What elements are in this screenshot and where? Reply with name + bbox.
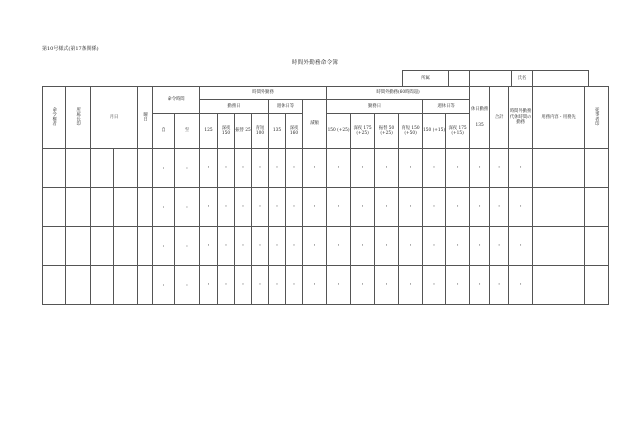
rate-125-cell[interactable]: ・ — [200, 227, 218, 266]
worker-seal-cell[interactable] — [585, 266, 609, 305]
substitute-leave-cell[interactable]: ・ — [509, 227, 533, 266]
affiliation-head-seal-cell[interactable] — [66, 227, 91, 266]
rate-substitute-25-cell[interactable]: ・ — [235, 188, 252, 227]
working-day-60-header: 勤務日 — [327, 100, 423, 114]
reduction-header: 減額 — [303, 100, 327, 149]
rate-150-25-header: 150 (+25) — [327, 114, 351, 149]
holiday-etc-header: 週休日等 — [269, 100, 303, 114]
reduction-cell[interactable]: ・ — [303, 188, 327, 227]
order-recorder-header: 命令権者 — [43, 87, 66, 149]
weekday-cell[interactable] — [138, 149, 153, 188]
month-day-header: 月日 — [91, 87, 138, 149]
name-value[interactable] — [533, 71, 589, 87]
to-time-cell[interactable]: : — [175, 188, 200, 227]
rate-night-160-cell[interactable]: ・ — [286, 188, 303, 227]
weekday-cell[interactable] — [138, 266, 153, 305]
weekday-header: 曜日 — [138, 87, 153, 149]
rate-night-160-cell[interactable]: ・ — [286, 149, 303, 188]
rate-substitute-25-cell[interactable]: ・ — [235, 266, 252, 305]
rate-night-150-cell[interactable]: ・ — [218, 149, 235, 188]
rate-night-160-header: 深夜 160 — [286, 114, 303, 149]
overtime-60-header: 時間外勤務(60時間超) — [327, 87, 470, 100]
name-label: 氏名 — [512, 71, 533, 87]
business-content-cell[interactable] — [533, 149, 585, 188]
business-content-cell[interactable] — [533, 227, 585, 266]
total-cell[interactable]: ・ — [490, 227, 509, 266]
rate-sub-50-25-header: 振替 50 (+25) — [375, 114, 399, 149]
rate-night-175-25-cell[interactable]: ・ — [351, 188, 375, 227]
rate-short-100-cell[interactable]: ・ — [252, 149, 269, 188]
order-recorder-cell[interactable] — [43, 188, 66, 227]
rate-night-175-15-cell[interactable]: ・ — [446, 149, 470, 188]
rate-125-cell[interactable]: ・ — [200, 266, 218, 305]
substitute-leave-header: 時間外勤務代休時間の勤務 — [509, 87, 533, 149]
rate-135-header: 135 — [269, 114, 286, 149]
day-cell[interactable] — [114, 266, 138, 305]
rate-short-100-cell[interactable]: ・ — [252, 227, 269, 266]
reduction-cell[interactable]: ・ — [303, 227, 327, 266]
rate-125-cell[interactable]: ・ — [200, 149, 218, 188]
affiliation-name-table — [402, 70, 589, 87]
table-row — [43, 266, 609, 305]
rate-night-160-cell[interactable]: ・ — [286, 227, 303, 266]
rate-150-25-cell[interactable]: ・ — [327, 266, 351, 305]
business-content-cell[interactable] — [533, 266, 585, 305]
to-time-cell[interactable]: : — [175, 227, 200, 266]
to-time-cell[interactable]: : — [175, 266, 200, 305]
affiliation-label: 所属 — [403, 71, 449, 87]
from-time-cell[interactable]: : — [153, 227, 175, 266]
from-time-cell[interactable]: : — [153, 149, 175, 188]
rate-night-175-15-cell[interactable]: ・ — [446, 227, 470, 266]
form-title: 時間外勤務命令簿 — [291, 60, 339, 66]
rate-sub-50-25-cell[interactable]: ・ — [375, 227, 399, 266]
rate-125-header: 125 — [200, 114, 218, 149]
from-header: 自 — [153, 114, 175, 149]
table-row — [43, 188, 609, 227]
rate-150-15-cell[interactable]: ・ — [423, 227, 446, 266]
rate-short-150-50-cell[interactable]: ・ — [399, 227, 423, 266]
rate-150-25-cell[interactable]: ・ — [327, 188, 351, 227]
rate-sub-50-25-cell[interactable]: ・ — [375, 266, 399, 305]
affiliation-value[interactable] — [449, 71, 470, 87]
from-time-cell[interactable]: : — [153, 266, 175, 305]
rate-150-15-cell[interactable]: ・ — [423, 266, 446, 305]
total-cell[interactable]: ・ — [490, 149, 509, 188]
rate-substitute-25-header: 振替 25 — [235, 114, 252, 149]
rate-sub-50-25-cell[interactable]: ・ — [375, 149, 399, 188]
rate-135-cell[interactable]: ・ — [269, 266, 286, 305]
rate-short-150-50-cell[interactable]: ・ — [399, 188, 423, 227]
weekday-cell[interactable] — [138, 227, 153, 266]
holiday-work-header: 休日勤務 135 — [470, 87, 490, 149]
rate-substitute-25-cell[interactable]: ・ — [235, 227, 252, 266]
worker-seal-cell[interactable] — [585, 188, 609, 227]
business-content-cell[interactable] — [533, 188, 585, 227]
rate-135-cell[interactable]: ・ — [269, 149, 286, 188]
rate-short-150-50-header: 育短 150 (+50) — [399, 114, 423, 149]
rate-night-175-15-header: 深夜 175 (+15) — [446, 114, 470, 149]
rate-night-150-cell[interactable]: ・ — [218, 188, 235, 227]
rate-135-cell[interactable]: ・ — [269, 188, 286, 227]
table-row — [43, 227, 609, 266]
rate-night-150-cell[interactable]: ・ — [218, 266, 235, 305]
worker-seal-cell[interactable] — [585, 227, 609, 266]
rate-125-cell[interactable]: ・ — [200, 188, 218, 227]
holiday-work-cell[interactable]: ・ — [470, 227, 490, 266]
month-cell[interactable] — [91, 149, 114, 188]
rate-night-150-header: 深夜 150 — [218, 114, 235, 149]
weekday-cell[interactable] — [138, 188, 153, 227]
total-header: 合計 — [490, 87, 509, 149]
rate-night-150-cell[interactable]: ・ — [218, 227, 235, 266]
holiday-work-cell[interactable]: ・ — [470, 188, 490, 227]
rate-night-175-25-cell[interactable]: ・ — [351, 266, 375, 305]
rate-150-15-cell[interactable]: ・ — [423, 149, 446, 188]
rate-150-25-cell[interactable]: ・ — [327, 227, 351, 266]
month-cell[interactable] — [91, 188, 114, 227]
form-number: 第10号様式(第17条関係) — [42, 46, 99, 52]
overtime-header: 時間外勤務 — [200, 87, 327, 100]
rate-135-cell[interactable]: ・ — [269, 227, 286, 266]
order-recorder-cell[interactable] — [43, 266, 66, 305]
rate-night-175-25-header: 深夜 175 (+25) — [351, 114, 375, 149]
business-content-header: 用務内容・用務先 — [533, 87, 585, 149]
month-cell[interactable] — [91, 227, 114, 266]
substitute-leave-cell[interactable]: ・ — [509, 188, 533, 227]
to-header: 至 — [175, 114, 200, 149]
rate-short-100-header: 育短 100 — [252, 114, 269, 149]
holiday-etc-60-header: 週休日等 — [423, 100, 470, 114]
order-time-header: 命令時間 — [153, 87, 200, 114]
rate-short-150-50-cell[interactable]: ・ — [399, 266, 423, 305]
worker-seal-header: 従事者印 — [585, 87, 609, 149]
working-day-header: 勤務日 — [200, 100, 269, 114]
rate-short-100-cell[interactable]: ・ — [252, 188, 269, 227]
rate-night-175-25-cell[interactable]: ・ — [351, 149, 375, 188]
overtime-order-table — [42, 86, 609, 305]
holiday-work-cell[interactable]: ・ — [470, 149, 490, 188]
rate-150-25-cell[interactable]: ・ — [327, 149, 351, 188]
rate-night-175-15-cell[interactable]: ・ — [446, 266, 470, 305]
rate-150-15-cell[interactable]: ・ — [423, 188, 446, 227]
affiliation-head-seal-header: 所属長印 — [66, 87, 91, 149]
total-cell[interactable]: ・ — [490, 266, 509, 305]
affiliation-head-seal-cell[interactable] — [66, 266, 91, 305]
substitute-leave-cell[interactable]: ・ — [509, 266, 533, 305]
rate-sub-50-25-cell[interactable]: ・ — [375, 188, 399, 227]
rate-150-15-header: 150 (+15) — [423, 114, 446, 149]
rate-night-175-25-cell[interactable]: ・ — [351, 227, 375, 266]
rate-night-175-15-cell[interactable]: ・ — [446, 188, 470, 227]
rate-substitute-25-cell[interactable]: ・ — [235, 149, 252, 188]
holiday-work-cell[interactable]: ・ — [470, 266, 490, 305]
substitute-leave-cell[interactable]: ・ — [509, 149, 533, 188]
day-cell[interactable] — [114, 227, 138, 266]
day-cell[interactable] — [114, 149, 138, 188]
to-time-cell[interactable]: : — [175, 149, 200, 188]
order-recorder-cell[interactable] — [43, 227, 66, 266]
month-cell[interactable] — [91, 266, 114, 305]
worker-seal-cell[interactable] — [585, 149, 609, 188]
from-time-cell[interactable]: : — [153, 188, 175, 227]
day-cell[interactable] — [114, 188, 138, 227]
blank-cell — [470, 71, 512, 87]
reduction-cell[interactable]: ・ — [303, 149, 327, 188]
rate-short-100-cell[interactable]: ・ — [252, 266, 269, 305]
rate-short-150-50-cell[interactable]: ・ — [399, 149, 423, 188]
rate-night-160-cell[interactable]: ・ — [286, 266, 303, 305]
affiliation-head-seal-cell[interactable] — [66, 149, 91, 188]
total-cell[interactable]: ・ — [490, 188, 509, 227]
affiliation-head-seal-cell[interactable] — [66, 188, 91, 227]
table-row — [43, 149, 609, 188]
reduction-cell[interactable]: ・ — [303, 266, 327, 305]
order-recorder-cell[interactable] — [43, 149, 66, 188]
